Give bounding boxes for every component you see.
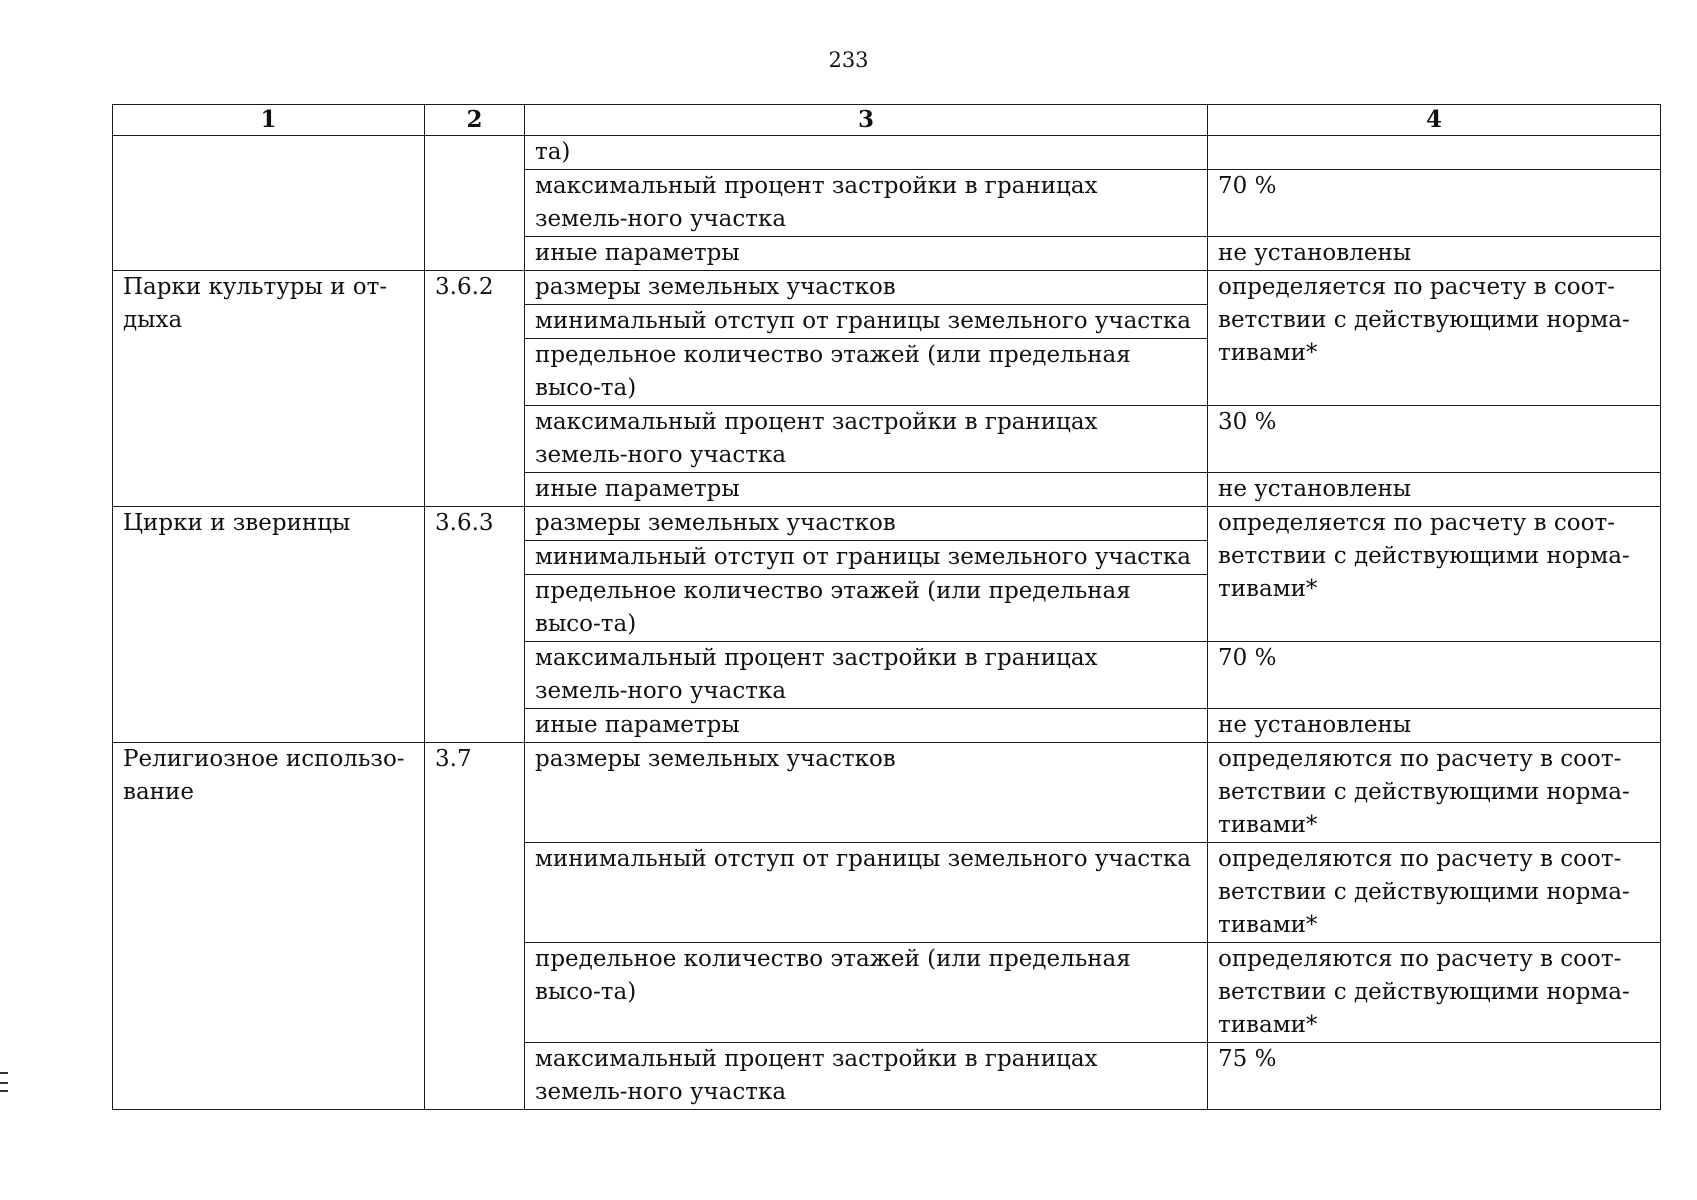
param-cell: размеры земельных участков: [525, 507, 1208, 541]
value-cell: 70 %: [1208, 642, 1661, 709]
param-cell: максимальный процент застройки в границах земель-ного участка: [525, 1043, 1208, 1110]
land-use-parameters-table: [112, 104, 1661, 1110]
param-cell: иные параметры: [525, 473, 1208, 507]
value-cell: определяются по расчету в соот-ветствии с действующими норма-тивами*: [1208, 943, 1661, 1043]
param-cell: максимальный процент застройки в границах земель-ного участка: [525, 642, 1208, 709]
use-code-cell: 3.6.3: [425, 507, 525, 743]
value-cell: [1208, 136, 1661, 170]
value-cell: не установлены: [1208, 473, 1661, 507]
column-header-4: 4: [1208, 105, 1661, 136]
margin-scan-mark: [0, 1090, 8, 1092]
page-number: 233: [828, 48, 869, 72]
param-cell: максимальный процент застройки в границах земель-ного участка: [525, 406, 1208, 473]
param-cell: предельное количество этажей (или предельная высо-та): [525, 339, 1208, 406]
param-cell: предельное количество этажей (или предельная высо-та): [525, 575, 1208, 642]
param-cell: минимальный отступ от границы земельного участка: [525, 541, 1208, 575]
param-cell: иные параметры: [525, 237, 1208, 271]
value-cell: 70 %: [1208, 170, 1661, 237]
use-code-cell: 3.6.2: [425, 271, 525, 507]
column-header-1: 1: [113, 105, 425, 136]
param-cell: та): [525, 136, 1208, 170]
value-cell: 30 %: [1208, 406, 1661, 473]
margin-scan-mark: [0, 1072, 8, 1074]
header-row: [113, 105, 1661, 136]
param-cell: размеры земельных участков: [525, 271, 1208, 305]
value-cell: определяется по расчету в соот-ветствии с действующими норма-тивами*: [1208, 271, 1661, 406]
param-cell: предельное количество этажей (или предельная высо-та): [525, 943, 1208, 1043]
column-header-3: 3: [525, 105, 1208, 136]
use-name-cell: Парки культуры и от-дыха: [113, 271, 425, 507]
value-cell: определяются по расчету в соот-ветствии с действующими норма-тивами*: [1208, 843, 1661, 943]
param-cell: минимальный отступ от границы земельного участка: [525, 305, 1208, 339]
param-cell: минимальный отступ от границы земельного участка: [525, 843, 1208, 943]
param-cell: размеры земельных участков: [525, 743, 1208, 843]
use-code-cell: [425, 136, 525, 271]
use-name-cell: [113, 136, 425, 271]
column-header-2: 2: [425, 105, 525, 136]
value-cell: определяется по расчету в соот-ветствии с действующими норма-тивами*: [1208, 507, 1661, 642]
table-row: [113, 271, 1661, 305]
param-cell: иные параметры: [525, 709, 1208, 743]
table-row: [113, 743, 1661, 843]
value-cell: не установлены: [1208, 237, 1661, 271]
margin-scan-mark: [0, 1082, 8, 1084]
value-cell: 75 %: [1208, 1043, 1661, 1110]
use-code-cell: 3.7: [425, 743, 525, 1110]
table-row: [113, 507, 1661, 541]
param-cell: максимальный процент застройки в границах земель-ного участка: [525, 170, 1208, 237]
use-name-cell: Цирки и зверинцы: [113, 507, 425, 743]
use-name-cell: Религиозное использо-вание: [113, 743, 425, 1110]
value-cell: не установлены: [1208, 709, 1661, 743]
value-cell: определяются по расчету в соот-ветствии с действующими норма-тивами*: [1208, 743, 1661, 843]
table-row: [113, 136, 1661, 170]
